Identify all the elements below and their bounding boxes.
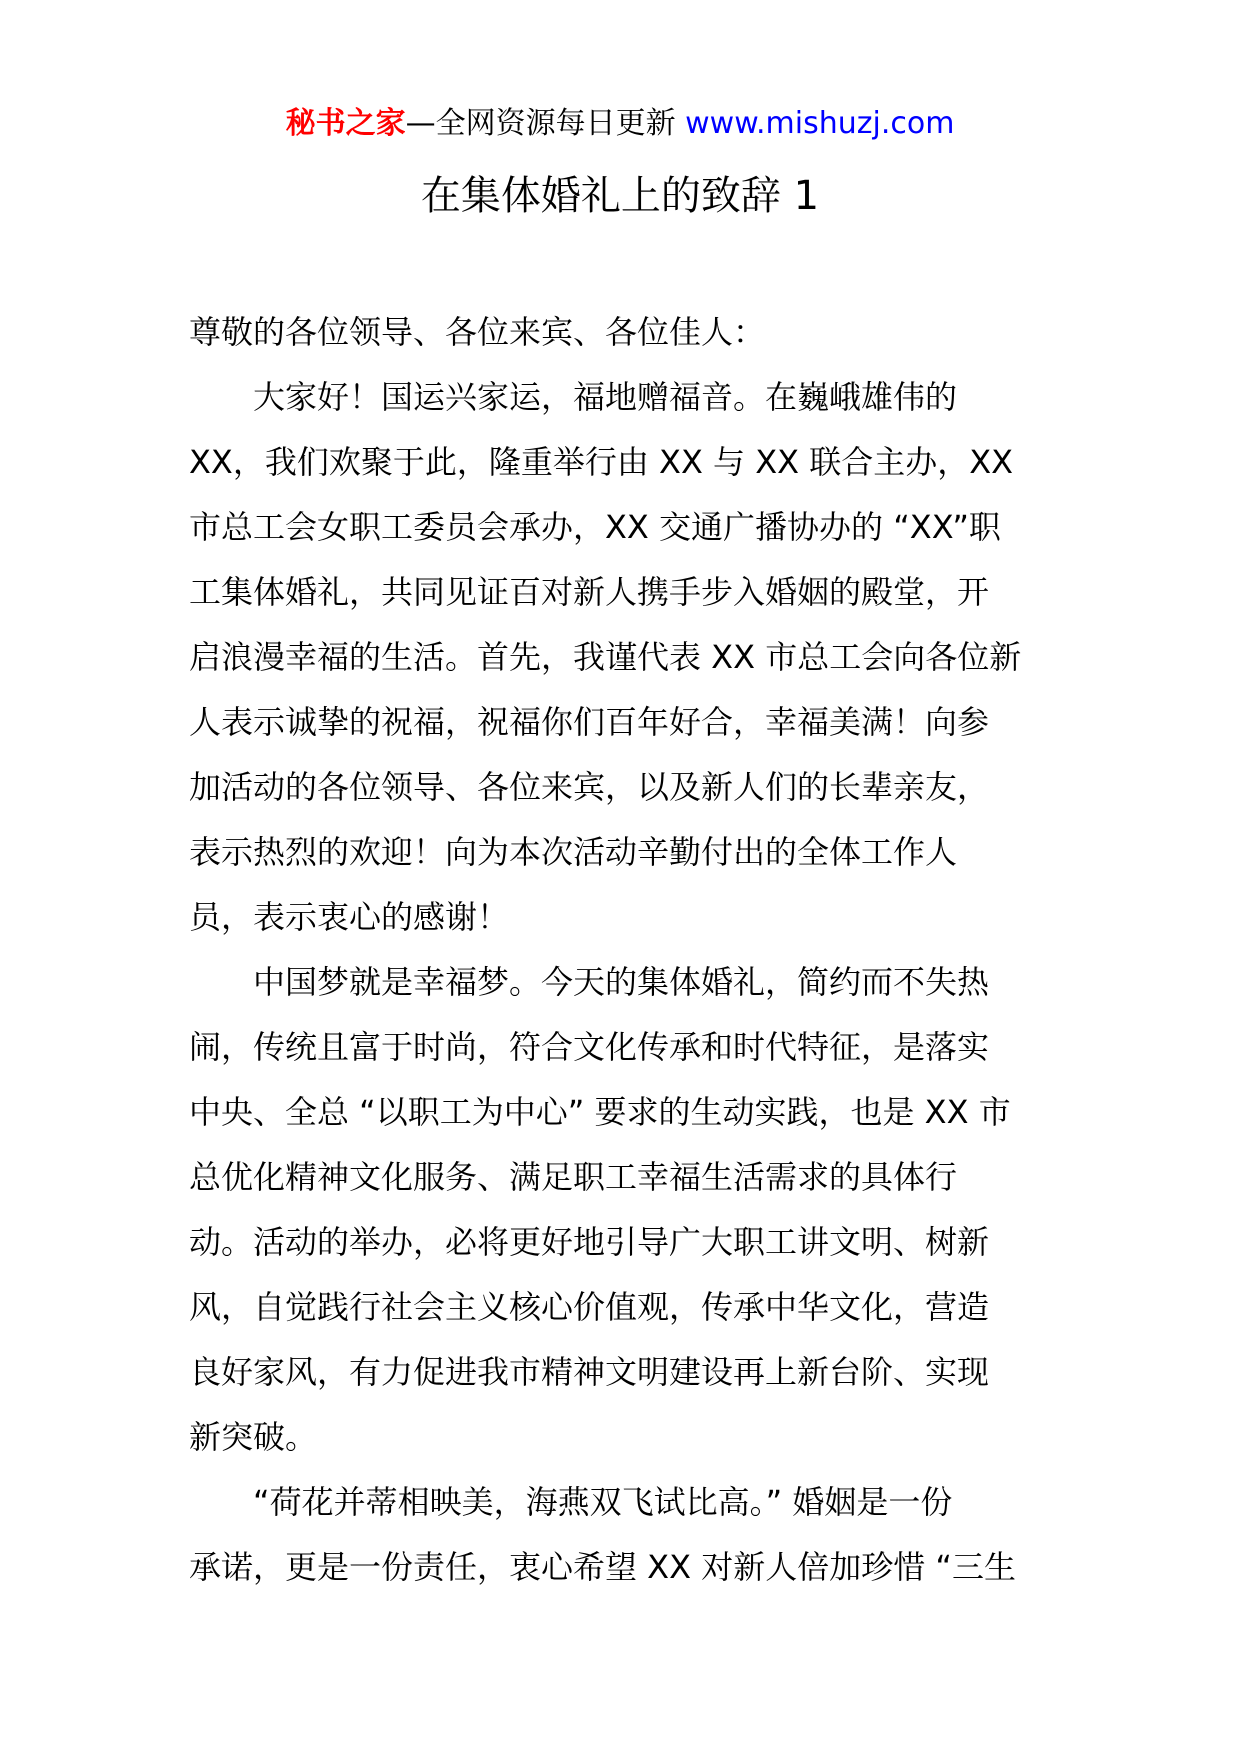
site-banner [0, 104, 1240, 144]
paragraph-line: 启浪漫幸福的生活。首先，我谨代表 XX 市总工会向各位新 [189, 638, 1022, 676]
paragraph-line: 加活动的各位领导、各位来宾，以及新人们的长辈亲友， [189, 768, 990, 806]
site-tagline: —全网资源每日更新 [405, 106, 686, 141]
paragraph-line: 承诺，更是一份责任，衷心希望 XX 对新人倍加珍惜 “三生 [189, 1548, 1016, 1586]
site-brand: 秘书之家 [285, 106, 406, 141]
paragraph-line: XX，我们欢聚于此，隆重举行由 XX 与 XX 联合主办，XX [189, 443, 1014, 481]
paragraph-line: 中国梦就是幸福梦。今天的集体婚礼，简约而不失热 [253, 963, 990, 1001]
paragraph-line: 工集体婚礼，共同见证百对新人携手步入婚姻的殿堂，开 [189, 573, 990, 611]
paragraph-line: 新突破。 [189, 1418, 318, 1456]
paragraph-line: 表示热烈的欢迎！向为本次活动辛勤付出的全体工作人 [189, 833, 958, 871]
document-title: 在集体婚礼上的致辞 1 [420, 173, 820, 219]
paragraph-line: 市总工会女职工委员会承办，XX 交通广播协办的 “XX”职 [189, 508, 1001, 546]
paragraph-line: 良好家风，有力促进我市精神文明建设再上新台阶、实现 [189, 1353, 990, 1391]
paragraph-line: 总优化精神文化服务、满足职工幸福生活需求的具体行 [189, 1158, 958, 1196]
paragraph-line: 人表示诚挚的祝福，祝福你们百年好合，幸福美满！向参 [189, 703, 990, 741]
paragraph-line: 中央、全总 “以职工为中心” 要求的生动实践，也是 XX 市 [189, 1093, 1011, 1131]
paragraph-line: 大家好！国运兴家运，福地赠福音。在巍峨雄伟的 [253, 378, 958, 416]
site-url-link[interactable]: www.mishuzj.com [685, 106, 955, 141]
paragraph-line: “荷花并蒂相映美，海燕双飞试比高。” 婚姻是一份 [253, 1483, 953, 1521]
paragraph-line: 动。活动的举办，必将更好地引导广大职工讲文明、树新 [189, 1223, 990, 1261]
paragraph-line: 员，表示衷心的感谢！ [189, 898, 510, 936]
salutation-line: 尊敬的各位领导、各位来宾、各位佳人： [189, 313, 766, 351]
paragraph-line: 风，自觉践行社会主义核心价值观，传承中华文化，营造 [189, 1288, 990, 1326]
document-body [189, 300, 1069, 1600]
paragraph-line: 闹，传统且富于时尚，符合文化传承和时代特征，是落实 [189, 1028, 990, 1066]
